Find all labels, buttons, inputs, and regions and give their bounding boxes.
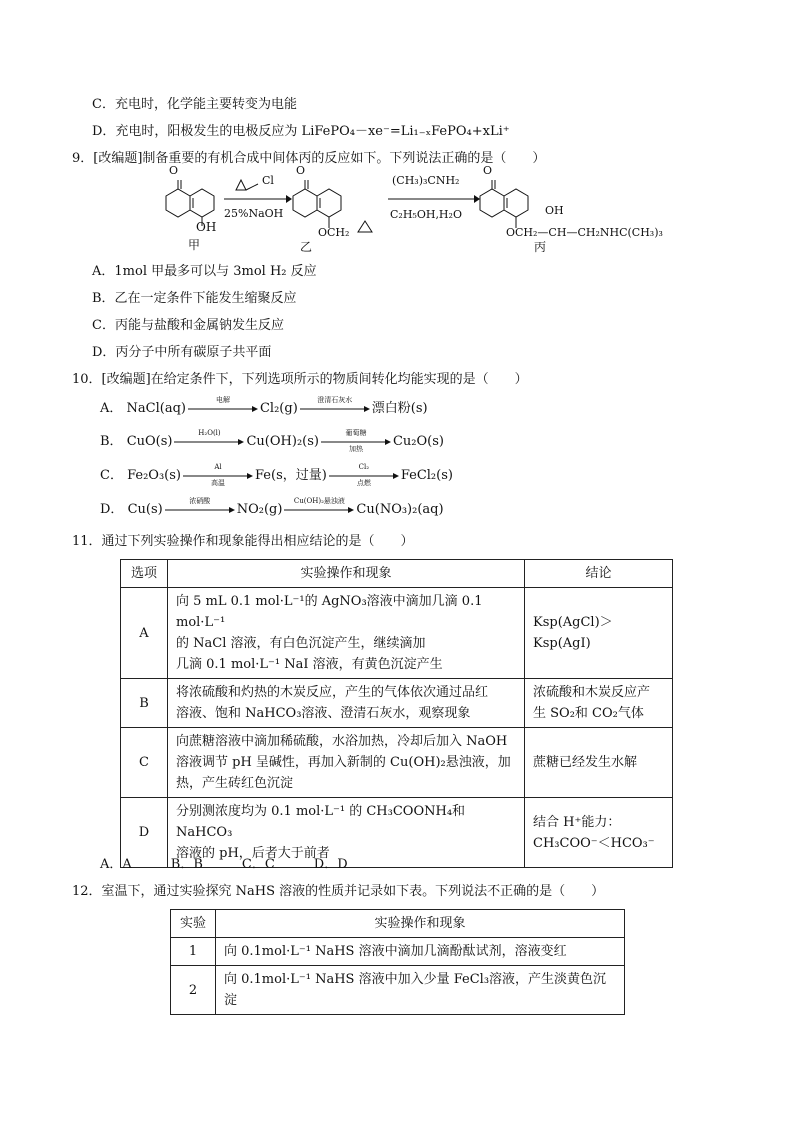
option-label: B． (100, 434, 127, 449)
reagent2-bottom: C₂H₅OH,H₂O (390, 208, 462, 221)
option-cell: C (121, 728, 168, 798)
conversion-arrow-1: 浓硝酸 (165, 503, 235, 517)
header-conclusion: 结论 (525, 560, 673, 588)
q9-reaction-scheme: O OH 甲 Cl 25%NaOH O OCH₂ 乙 (CH₃)₃CNH₂ C₂H₅OH,H₂O O OH OCH₂—CH—CH₂NHC(CH₃)₃ 丙 (150, 172, 670, 254)
label-bing: 丙 (534, 240, 547, 254)
q11-answer-options: A．A B．B C．C D．D (100, 857, 348, 872)
operation-cell: 向 0.1mol·L⁻¹ NaHS 溶液中滴加几滴酚酞试剂，溶液变红 (216, 938, 625, 966)
conversion-arrow-1: H₂O(l) (174, 435, 244, 449)
epoxide-ring-icon (356, 218, 378, 236)
header-experiment: 实验 (171, 910, 216, 938)
q8-option-c: C．充电时，化学能主要转变为电能 (92, 97, 297, 112)
epoxide-reagent-icon (232, 176, 262, 192)
q9-option-d: D．丙分子中所有碳原子共平面 (92, 345, 272, 360)
substance-2: Fe(s，过量) (255, 468, 327, 483)
oh-label: OH (196, 220, 217, 234)
q9-stem: 9．[改编题]制备重要的有机合成中间体丙的反应如下。下列说法正确的是（ ） (72, 151, 546, 166)
q10-option-c (100, 462, 453, 487)
yi-substituent: OCH₂ (318, 226, 350, 239)
q12-stem: 12．室温下，通过实验探究 NaHS 溶液的性质并记录如下表。下列说法不正确的是（ ） (72, 884, 605, 899)
bing-substituent: OCH₂—CH—CH₂NHC(CH₃)₃ (506, 226, 663, 239)
substance-3: 漂白粉(s) (371, 401, 428, 416)
q9-option-a: A．1mol 甲最多可以与 3mol H₂ 反应 (92, 264, 317, 279)
q8-option-d: D．充电时，阳极发生的电极反应为 LiFePO₄－xe⁻=Li₁₋ₓFePO₄+xLi⁺ (92, 124, 510, 139)
operation-cell: 向 5 mL 0.1 mol·L⁻¹的 AgNO₃溶液中滴加几滴 0.1 mol·L⁻¹ 的 NaCl 溶液，有白色沉淀产生，继续滴加 几滴 0.1 mol·L⁻¹ NaI 溶液，有黄色沉淀产生 (168, 588, 525, 679)
substance-1: CuO(s) (126, 434, 173, 449)
reagent2-top: (CH₃)₃CNH₂ (392, 174, 460, 187)
conclusion-cell: 蔗糖已经发生水解 (525, 728, 673, 798)
substance-2: Cu(OH)₂(s) (246, 434, 319, 449)
q10-option-d (100, 496, 444, 520)
substance-2: Cl₂(g) (259, 401, 298, 416)
operation-cell: 分别测浓度均为 0.1 mol·L⁻¹ 的 CH₃COONH₄和 NaHCO₃ 溶液的 pH，后者大于前者 (168, 798, 525, 868)
q10-option-b (100, 428, 444, 453)
header-operation: 实验操作和现象 (216, 910, 625, 938)
table-row (121, 588, 673, 679)
q9-option-b: B．乙在一定条件下能发生缩聚反应 (92, 291, 297, 306)
conversion-arrow-2: Cu(OH)₂悬浊液 (284, 503, 354, 517)
table-row (121, 679, 673, 728)
q12-table (170, 909, 625, 1015)
option-label: D． (100, 502, 128, 517)
operation-cell: 向蔗糖溶液中滴加稀硫酸，水浴加热，冷却后加入 NaOH 溶液调节 pH 呈碱性，再加入新制的 Cu(OH)₂悬浊液，加 热，产生砖红色沉淀 (168, 728, 525, 798)
table-header-row (121, 560, 673, 588)
substance-2: NO₂(g) (236, 502, 283, 517)
table-header-row (171, 910, 625, 938)
q10-option-a (100, 395, 428, 419)
substance-3: Cu₂O(s) (392, 434, 444, 449)
label-yi: 乙 (300, 240, 313, 254)
option-label: C． (100, 468, 128, 483)
substance-3: FeCl₂(s) (400, 468, 453, 483)
q11-table (120, 559, 673, 868)
option-label: A． (100, 401, 127, 416)
substance-1: Cu(s) (127, 502, 163, 517)
operation-cell: 向 0.1mol·L⁻¹ NaHS 溶液中加入少量 FeCl₃溶液，产生淡黄色沉淀 (216, 966, 625, 1015)
operation-cell: 将浓硫酸和灼热的木炭反应，产生的气体依次通过品红 溶液、饱和 NaHCO₃溶液、澄清石灰水，观察现象 (168, 679, 525, 728)
reagent1-top: Cl (262, 174, 274, 187)
table-row (121, 728, 673, 798)
conversion-arrow-1: 电解 (188, 402, 258, 416)
option-cell: D (121, 798, 168, 868)
reaction-arrow-1 (224, 192, 292, 206)
conclusion-cell: 浓硫酸和木炭反应产 生 SO₂和 CO₂气体 (525, 679, 673, 728)
conclusion-cell: Ksp(AgCl)＞Ksp(AgI) (525, 588, 673, 679)
experiment-number: 2 (171, 966, 216, 1015)
label-jia: 甲 (188, 238, 201, 252)
reagent1-bottom: 25%NaOH (224, 207, 284, 220)
q9-option-c: C．丙能与盐酸和金属钠发生反应 (92, 318, 284, 333)
conversion-arrow-1: Al 高温 (183, 469, 253, 483)
option-cell: B (121, 679, 168, 728)
header-operation: 实验操作和现象 (168, 560, 525, 588)
table-row (171, 938, 625, 966)
conversion-arrow-2: 葡萄糖 加热 (321, 435, 391, 449)
experiment-number: 1 (171, 938, 216, 966)
conversion-arrow-2: Cl₂ 点燃 (329, 469, 399, 483)
conclusion-cell: 结合 H⁺能力： CH₃COO⁻＜HCO₃⁻ (525, 798, 673, 868)
substance-1: NaCl(aq) (126, 401, 186, 416)
table-row (171, 966, 625, 1015)
substance-3: Cu(NO₃)₂(aq) (356, 502, 444, 517)
header-option: 选项 (121, 560, 168, 588)
reaction-arrow-2 (388, 192, 480, 206)
option-cell: A (121, 588, 168, 679)
q11-stem: 11．通过下列实验操作和现象能得出相应结论的是（ ） (72, 534, 414, 549)
conversion-arrow-2: 澄清石灰水 (300, 402, 370, 416)
q10-stem: 10．[改编题]在给定条件下，下列选项所示的物质间转化均能实现的是（ ） (72, 372, 528, 387)
bing-oh: OH (545, 204, 564, 217)
substance-1: Fe₂O₃(s) (127, 468, 181, 483)
